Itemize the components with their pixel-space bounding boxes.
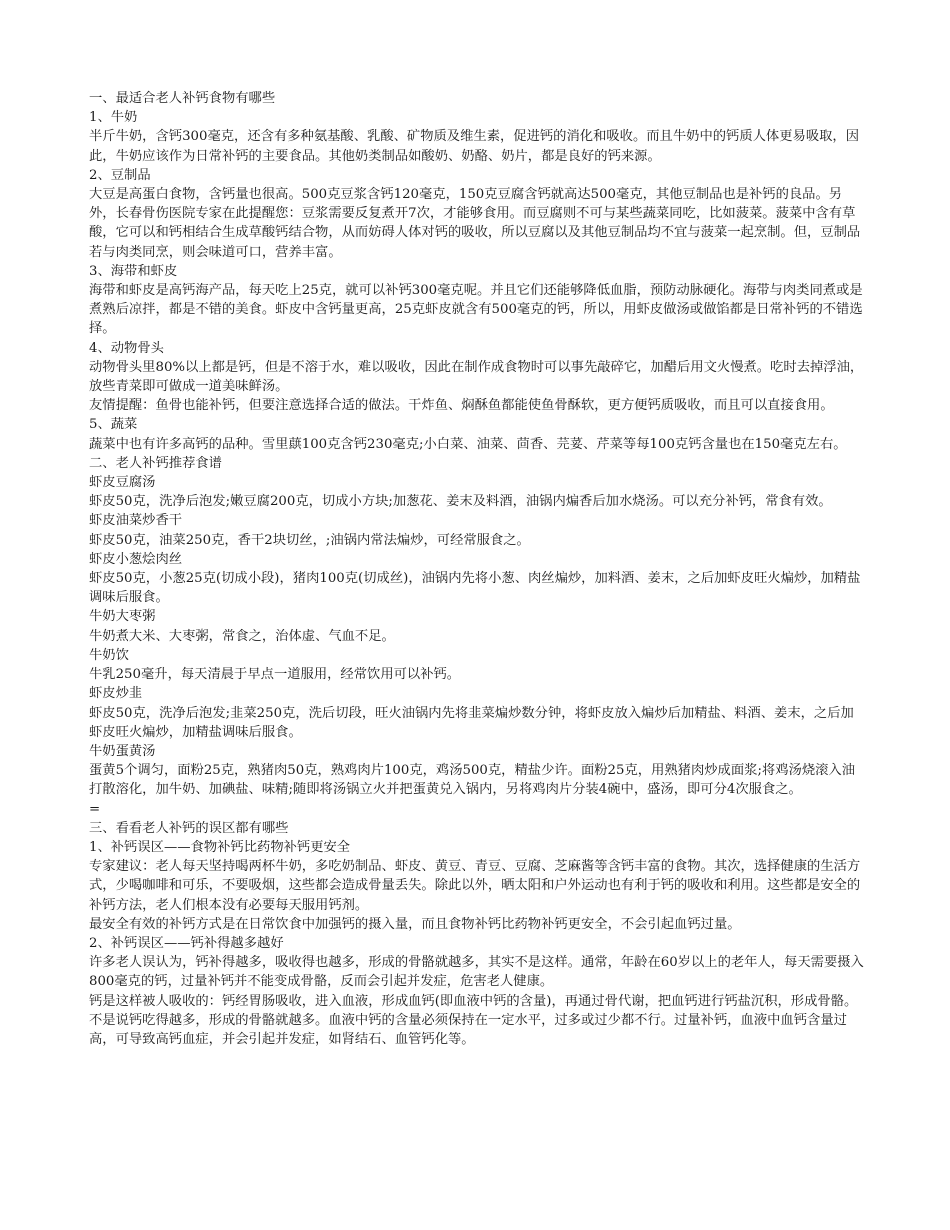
paragraph: 大豆是高蛋白食物，含钙量也很高。500克豆浆含钙120毫克，150克豆腐含钙就高达500毫克，其他豆制品也是补钙的良品。另外，长春骨伤医院专家在此提醒您：豆浆需要反复煮开7次，才能够食用。而豆腐则不可与某些蔬菜同吃，比如菠菜。菠菜中含有草酸，它可以和钙相结合生成草酸钙结合物，从而妨碍人体对钙的吸收，所以豆腐以及其他豆制品均不宜与菠菜一起烹制。但，豆制品若与肉类同烹，则会味道可口，营养丰富。 [89,187,861,260]
section-heading-1: 一、最适合老人补钙食物有哪些 [89,91,276,106]
recipe-title: 牛奶饮 [89,647,129,663]
subheading-bones: 4、动物骨头 [89,340,164,356]
subheading-kelp-shrimp: 3、海带和虾皮 [89,263,178,279]
recipe-title: 虾皮豆腐汤 [89,475,156,491]
paragraph: 海带和虾皮是高钙海产品，每天吃上25克，就可以补钙300毫克呢。并且它们还能够降低血脂，预防动脉硬化。海带与肉类同煮或是煮熟后凉拌，都是不错的美食。虾皮中含钙量更高，25克虾皮就含有500毫克的钙，所以，用虾皮做汤或做馅都是日常补钙的不错选择。 [89,283,863,337]
separator-mark: = [89,801,101,817]
section-heading-2: 二、老人补钙推荐食谱 [89,455,222,471]
paragraph: 最安全有效的补钙方式是在日常饮食中加强钙的摄入量，而且食物补钙比药物补钙更安全，不会引起血钙过量。 [89,916,741,932]
subheading-myth-1: 1、补钙误区——食物补钙比药物补钙更安全 [89,839,351,855]
recipe-title: 虾皮小葱烩肉丝 [89,551,183,567]
recipe-body: 蛋黄5个调匀，面粉25克，熟猪肉50克，熟鸡肉片100克，鸡汤500克，精盐少许。面粉25克，用熟猪肉炒成面浆;将鸡汤烧滚入油打散溶化，加牛奶、加碘盐、味精;随即将汤锅立火并把蛋黄兑入锅内，另将鸡肉片分装4碗中，盛汤，即可分4次服食之。 [89,763,856,798]
subheading-soy: 2、豆制品 [89,167,151,183]
recipe-title: 牛奶蛋黄汤 [89,743,156,759]
paragraph: 专家建议：老人每天坚持喝两杯牛奶，多吃奶制品、虾皮、黄豆、青豆、豆腐、芝麻酱等含钙丰富的食物。其次，选择健康的生活方式，少喝咖啡和可乐，不要吸烟，这些都会造成骨量丢失。除此以外，晒太阳和户外运动也有利于钙的吸收和利用。这些都是安全的补钙方法，老人们根本没有必要每天服用钙剂。 [89,859,861,913]
subheading-myth-2: 2、补钙误区——钙补得越多越好 [89,935,284,951]
recipe-body: 牛奶煮大米、大枣粥，常食之，治体虚、气血不足。 [89,628,395,644]
paragraph: 半斤牛奶，含钙300毫克，还含有多种氨基酸、乳酸、矿物质及维生素，促进钙的消化和吸收。而且牛奶中的钙质人体更易吸取，因此，牛奶应该作为日常补钙的主要食品。其他奶类制品如酸奶、奶酪、奶片，都是良好的钙来源。 [89,129,860,164]
recipe-title: 虾皮炒韭 [89,686,143,702]
section-heading-3: 三、看看老人补钙的误区都有哪些 [89,820,289,836]
subheading-milk: 1、牛奶 [89,110,138,126]
paragraph: 动物骨头里80%以上都是钙，但是不溶于水，难以吸收，因此在制作成食物时可以事先敲碎它，加醋后用文火慢煮。吃时去掉浮油，放些青菜即可做成一道美味鲜汤。 [89,359,864,395]
paragraph-tip: 友情提醒：鱼骨也能补钙，但要注意选择合适的做法。干炸鱼、焖酥鱼都能使鱼骨酥软，更方便钙质吸收，而且可以直接食用。 [89,398,834,414]
paragraph: 许多老人误认为，钙补得越多，吸收得也越多，形成的骨骼就越多，其实不是这样。通常，年龄在60岁以上的老年人，每天需要摄入800毫克的钙，过量补钙并不能变成骨骼，反而会引起并发症，危害老人健康。 [89,955,864,990]
paragraph: 钙是这样被人吸收的：钙经胃肠吸收，进入血液，形成血钙(即血液中钙的含量)，再通过骨代谢，把血钙进行钙盐沉积，形成骨骼。不是说钙吃得越多，形成的骨骼就越多。血液中钙的含量必须保持在一定水平，过多或过少都不行。过量补钙，血液中血钙含量过高，可导致高钙血症，并会引起并发症，如肾结石、血管钙化等。 [89,993,858,1047]
recipe-title: 牛奶大枣粥 [89,609,156,625]
recipe-body: 虾皮50克，洗净后泡发;嫩豆腐200克，切成小方块;加葱花、姜末及料酒，油锅内煸香后加水烧汤。可以充分补钙，常食有效。 [89,494,832,510]
document-body [89,89,864,1049]
recipe-body: 虾皮50克，油菜250克，香干2块切丝，;油锅内常法煸炒，可经常服食之。 [89,532,530,548]
paragraph: 蔬菜中也有许多高钙的品种。雪里蕻100克含钙230毫克;小白菜、油菜、茴香、芫荽、芹菜等每100克钙含量也在150毫克左右。 [89,436,847,452]
subheading-vegetables: 5、蔬菜 [89,417,138,433]
recipe-body: 虾皮50克，洗净后泡发;韭菜250克，洗后切段，旺火油锅内先将韭菜煸炒数分钟，将虾皮放入煸炒后加精盐、料酒、姜末，之后加虾皮旺火煸炒，加精盐调味后服食。 [89,705,854,740]
recipe-body: 虾皮50克，小葱25克(切成小段)，猪肉100克(切成丝)，油锅内先将小葱、肉丝煸炒，加料酒、姜末，之后加虾皮旺火煸炒，加精盐调味后服食。 [89,571,861,606]
recipe-body: 牛乳250毫升，每天清晨于早点一道服用，经常饮用可以补钙。 [89,667,461,683]
recipe-title: 虾皮油菜炒香干 [89,513,183,529]
